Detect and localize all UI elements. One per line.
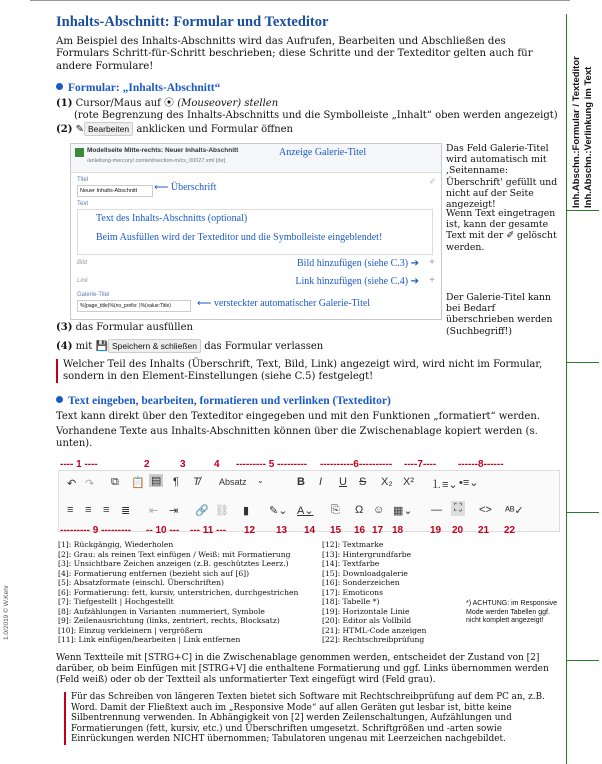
callout-1: ---- 1 ---- — [60, 459, 98, 470]
delete-icon[interactable]: ✐ — [429, 177, 436, 186]
bullet-icon — [56, 396, 63, 403]
numbered-list-icon[interactable]: ⒈≡⌄ — [431, 479, 458, 491]
clear-format-icon[interactable]: T̸ — [193, 476, 200, 488]
page-title: Inhalts-Abschnitt: Formular und Texteditor — [56, 14, 329, 30]
form-header: Modellseite Mitte-rechts: Neuer Inhalts-Abschnitt /anleitung-mercury/.content/section-m/cs_00027.xml [de] Anzeige Galerie-Titel — [71, 144, 441, 173]
align-left-icon[interactable]: ≡ — [67, 504, 74, 516]
link-icon[interactable]: 🔗 — [195, 505, 209, 517]
table-warning: *) ACHTUNG: im Responsive Mode werden Tabellen ggf. nicht komplett angezeigt! — [466, 600, 558, 624]
editor-annotation: Beim Ausfüllen wird der Texteditor und die Symbolleiste eingeblendet! — [96, 232, 383, 243]
legend-item: [5]: Absatzformate (einschl. Überschriften) — [58, 578, 225, 587]
legend-item: [15]: Downloadgalerie — [322, 568, 408, 578]
step-1: (1) Cursor/Maus auf ⦿ (Mouseover) stellen — [56, 98, 279, 110]
legend-item: [12]: Textmarke — [322, 540, 384, 549]
legend-item: [2]: Grau: als reinen Text einfügen / Weiß: mit Formatierung — [58, 549, 291, 559]
main-content — [56, 14, 562, 136]
sidebar-box — [567, 362, 599, 513]
sidebar-box — [567, 210, 599, 363]
footer-copyright: 1.0/2019 © W.Kehr — [3, 584, 10, 640]
sidebar — [566, 14, 599, 764]
texteditor-intro: Text kann direkt über den Texteditor eingegeben und mit den Funktionen „formatiert“ werden. — [56, 411, 540, 422]
legend-item: [8]: Aufzählungen in Varianten :nummeriert, Symbole — [58, 606, 265, 616]
image-annotation: Bild hinzufügen (siehe C.3) ➔ — [297, 258, 419, 269]
callout-4: 4 — [214, 459, 220, 470]
section-texteditor: Text eingeben, bearbeiten, formatieren und verlinken (Texteditor) — [56, 395, 562, 407]
gallery-caption: Anzeige Galerie-Titel — [279, 147, 367, 158]
save-icon: 💾 — [95, 341, 108, 352]
callout-3: 3 — [180, 459, 186, 470]
legend-item: [9]: Zeilenausrichtung (links, zentriert, rechts, Blocksatz) — [58, 616, 280, 625]
callout-13: 13 — [276, 525, 288, 536]
legend-left — [58, 540, 318, 645]
table-icon[interactable]: ▦⌄ — [393, 505, 413, 517]
step-4: (4) mit 💾 Speichern & schließen das Formular verlassen — [56, 341, 324, 352]
edit-button[interactable]: Bearbeiten — [84, 122, 133, 136]
italic-icon[interactable]: I — [319, 476, 323, 488]
chevron-down-icon: ⌄ — [257, 476, 264, 485]
note-gallery-override: Der Galerie-Titel kann bei Bedarf überschrieben werden (Suchbegriff!) — [446, 292, 553, 337]
align-right-icon[interactable]: ≡ — [103, 504, 110, 516]
bullet-icon — [56, 83, 63, 90]
legend-right — [322, 540, 462, 645]
legend-item: [7]: Tiefgestellt | Hochgestellt — [58, 597, 174, 606]
callout-2: 2 — [144, 459, 150, 470]
paste-icon[interactable]: 📋 — [131, 477, 145, 489]
format-select[interactable]: Absatz — [219, 477, 247, 487]
add-image-icon[interactable]: + — [429, 257, 435, 268]
copy-icon[interactable]: ⧉ — [111, 476, 119, 488]
legend-item: [16]: Sonderzeichen — [322, 578, 400, 587]
step-3: (3) das Formular ausfüllen — [56, 322, 193, 333]
callout-8: ------8------ — [458, 459, 504, 470]
anchor-icon[interactable]: ▮ — [243, 505, 250, 517]
legend-item: [19]: Horizontale Linie — [322, 606, 410, 616]
callout-21: 21 — [478, 525, 490, 536]
underline-icon[interactable]: U — [339, 476, 347, 488]
title-input[interactable]: Neuer Inhalts-Abschnitt — [77, 185, 153, 197]
callout-15: 15 — [330, 525, 342, 536]
step-2: (2) ✎ Bearbeiten anklicken und Formular öffnen — [56, 124, 293, 136]
texteditor-clipboard: Vorhandene Texte aus Inhalts-Abschnitten können über die Zwischenablage kopiert werden (s. unten). — [56, 426, 538, 449]
justify-icon[interactable]: ≣ — [121, 505, 131, 517]
unlink-icon[interactable]: ⛓ — [215, 505, 229, 517]
legend-item: [4]: Formatierung entfernen (bezieht sich auf [6]) — [58, 568, 250, 578]
emoticon-icon[interactable]: ☺ — [373, 504, 385, 516]
sidebar-label: Inh.Abschn.:Formular / Texteditor Inh.Abschn.:Verlinkung im Text — [571, 56, 594, 208]
callout-5: --------- 5 --------- — [236, 459, 308, 470]
callout-6: ----------6---------- — [320, 459, 393, 470]
callout-12: 12 — [244, 525, 256, 536]
title-annotation: ⟵ Überschrift — [154, 182, 217, 193]
add-link-icon[interactable]: + — [429, 275, 435, 286]
note-gallery-title: Das Feld Galerie-Titel wird automatisch mit ‚Seitenname: Überschrift' gefüllt und nicht auf der Seite angezeigt! — [446, 143, 558, 211]
pilcrow-icon[interactable]: ¶ — [173, 476, 179, 488]
clipboard-paragraph: Wenn Textteile mit [STRG+C] in die Zwischenablage genommen werden, entscheidet der Zustand von [2] darüber, ob beim Einfügen mit [STRG+V] die enthaltene Formatierung und ggf. Links übernommen werden (Feld weiß) oder ob der Textteil als unformatierter Text eingefügt wird (Feld grau). — [56, 653, 549, 685]
text-annotation: Text des Inhalts-Abschnitts (optional) — [96, 213, 248, 224]
text-input[interactable] — [77, 209, 433, 255]
superscript-icon[interactable]: X² — [403, 476, 414, 488]
form-type-icon — [75, 148, 84, 157]
callout-9: --------- 9 --------- — [60, 525, 132, 536]
align-center-icon[interactable]: ≡ — [85, 504, 92, 516]
callout-16: 16 — [354, 525, 366, 536]
fullscreen-icon[interactable]: ⛶ — [451, 501, 465, 516]
callout-14: 14 — [304, 525, 316, 536]
intro-text: Am Beispiel des Inhalts-Abschnitts wird das Aufrufen, Bearbeiten und Abschließen des Formulars Schritt-für-Schritt beschrieben; diese Schritte und der Texteditor gelten auch für andere Formulare! — [56, 36, 533, 72]
rule-display: Welcher Teil des Inhalts (Überschrift, Text, Bild, Link) angezeigt wird, wird nicht im Formular, sondern in den Element-Einstellungen (siehe C.5) festgelegt! — [56, 359, 562, 383]
sidebar-box — [567, 512, 599, 661]
spellcheck-icon[interactable]: ᴬᴮ✓ — [505, 505, 524, 517]
outdent-icon[interactable]: ⇤ — [149, 505, 159, 517]
section-formular: Formular: „Inhalts-Abschnitt“ — [56, 82, 562, 94]
link-annotation: Link hinzufügen (siehe C.4) ➔ — [295, 276, 419, 287]
undo-icon[interactable]: ↶ — [67, 478, 77, 490]
html-code-icon[interactable]: <> — [479, 504, 492, 516]
subscript-icon[interactable]: X₂ — [381, 476, 393, 488]
legend-item: [14]: Textfarbe — [322, 559, 380, 568]
rule-longtext: Für das Schreiben von längeren Texten bietet sich Software mit Rechtschreibprüfung auf dem PC an, z.B. Word. Damit der Fließtext auch im „Responsive Mode“ auf allen Geräten gut lesbar ist, bitte keine Silbentrennung verwenden. In Abhängigkeit von [2] werden Zeilenschaltungen, Aufzählungen und Formatierungen (fett, kursiv, etc.) und Überschriften umgesetzt. Schriftgrößen und -arten sowie Einrückungen werden NICHT übernommen; Tabulatoren ungenau mit Leerzeichen nachgebildet. — [64, 692, 565, 745]
note-delete-text: Wenn Text eingetragen ist, kann der gesamte Text mit der ✐ gelöscht werden. — [446, 208, 557, 253]
callout-10: -- 10 --- — [146, 525, 180, 536]
redo-icon[interactable]: ↷ — [85, 478, 95, 490]
pencil-icon: ✎ — [75, 124, 84, 136]
editor-toolbar — [58, 470, 560, 532]
legend-item: [6]: Formatierung: fett, kursiv, unterstrichen, durchgestrichen — [58, 587, 299, 597]
indent-icon[interactable]: ⇥ — [169, 505, 179, 517]
background-color-icon[interactable]: ✎⌄ — [269, 505, 288, 517]
callout-22: 22 — [504, 525, 516, 536]
bold-icon[interactable]: B — [297, 476, 305, 488]
legend-item: [1]: Rückgängig, Wiederholen — [58, 540, 174, 549]
legend-item: [22]: Rechtschreibprüfung — [322, 635, 425, 644]
legend-item: [3]: Unsichtbare Zeichen anzeigen (z.B. geschütztes Leerz.) — [58, 559, 289, 568]
legend-item: [18]: Tabelle *) — [322, 597, 380, 606]
legend-item: [11]: Link einfügen/bearbeiten | Link entfernen — [58, 635, 241, 644]
steps-3-4 — [56, 322, 562, 450]
bullet-list-icon[interactable]: •≡⌄ — [459, 477, 479, 489]
top-rule — [30, 0, 570, 1]
callout-20: 20 — [452, 525, 464, 536]
save-close-button[interactable]: Speichern & schließen — [108, 339, 201, 353]
legend-item: [17]: Emoticons — [322, 587, 383, 597]
text-color-icon[interactable]: A⌄ — [297, 505, 314, 517]
legend-item: [21]: HTML-Code anzeigen — [322, 625, 427, 635]
callout-7: ----7---- — [404, 459, 437, 470]
gallery-title-input[interactable]: %(page_title)%(no_prefix: )%(value:Title) — [77, 300, 191, 312]
callout-18: 18 — [392, 525, 404, 536]
paste-text-icon[interactable]: ▤ — [151, 475, 162, 487]
legend-item: [13]: Hintergrundfarbe — [322, 549, 412, 559]
strikethrough-icon[interactable]: S — [359, 476, 367, 488]
callout-17: 17 — [372, 525, 384, 536]
legend-item: [20]: Editor als Vollbild — [322, 616, 412, 625]
target-icon: ⦿ — [164, 98, 175, 110]
gallery-title-annotation: ⟵ versteckter automatischer Galerie-Titel — [197, 298, 371, 309]
form-screenshot: Modellseite Mitte-rechts: Neuer Inhalts-Abschnitt /anleitung-mercury/.content/section-m/cs_00027.xml [de] Anzeige Galerie-Titel Titel Neuer Inhalts-Abschnitt ⟵ Überschrift ✐ Text Text des Inhalts-Abschnitts (optional) Beim Ausfüllen wird der Texteditor und die Symbolleiste eingeblendet! Bild Bild hinzufügen (siehe C.3) ➔ + Link Link hinzufügen (siehe C.4) ➔ + Galerie-Titel %(page_title)%(no_prefix: )%(value:Title) ⟵ versteckter automatischer Galerie-Titel — [70, 143, 442, 320]
callout-11: --- 11 --- — [190, 525, 227, 536]
callout-19: 19 — [430, 525, 442, 536]
horizontal-line-icon[interactable]: — — [431, 504, 442, 516]
legend-item: [10]: Einzug verkleinern | vergrößern — [58, 625, 203, 635]
sidebar-tab-active[interactable] — [567, 14, 599, 211]
step-1-detail: (rote Begrenzung des Inhalts-Abschnitts und die Symbolleiste „Inhalt“ oben werden angezeigt) — [74, 110, 558, 122]
special-char-icon[interactable]: Ω — [355, 504, 364, 516]
download-gallery-icon[interactable]: ⎘ — [331, 504, 340, 516]
